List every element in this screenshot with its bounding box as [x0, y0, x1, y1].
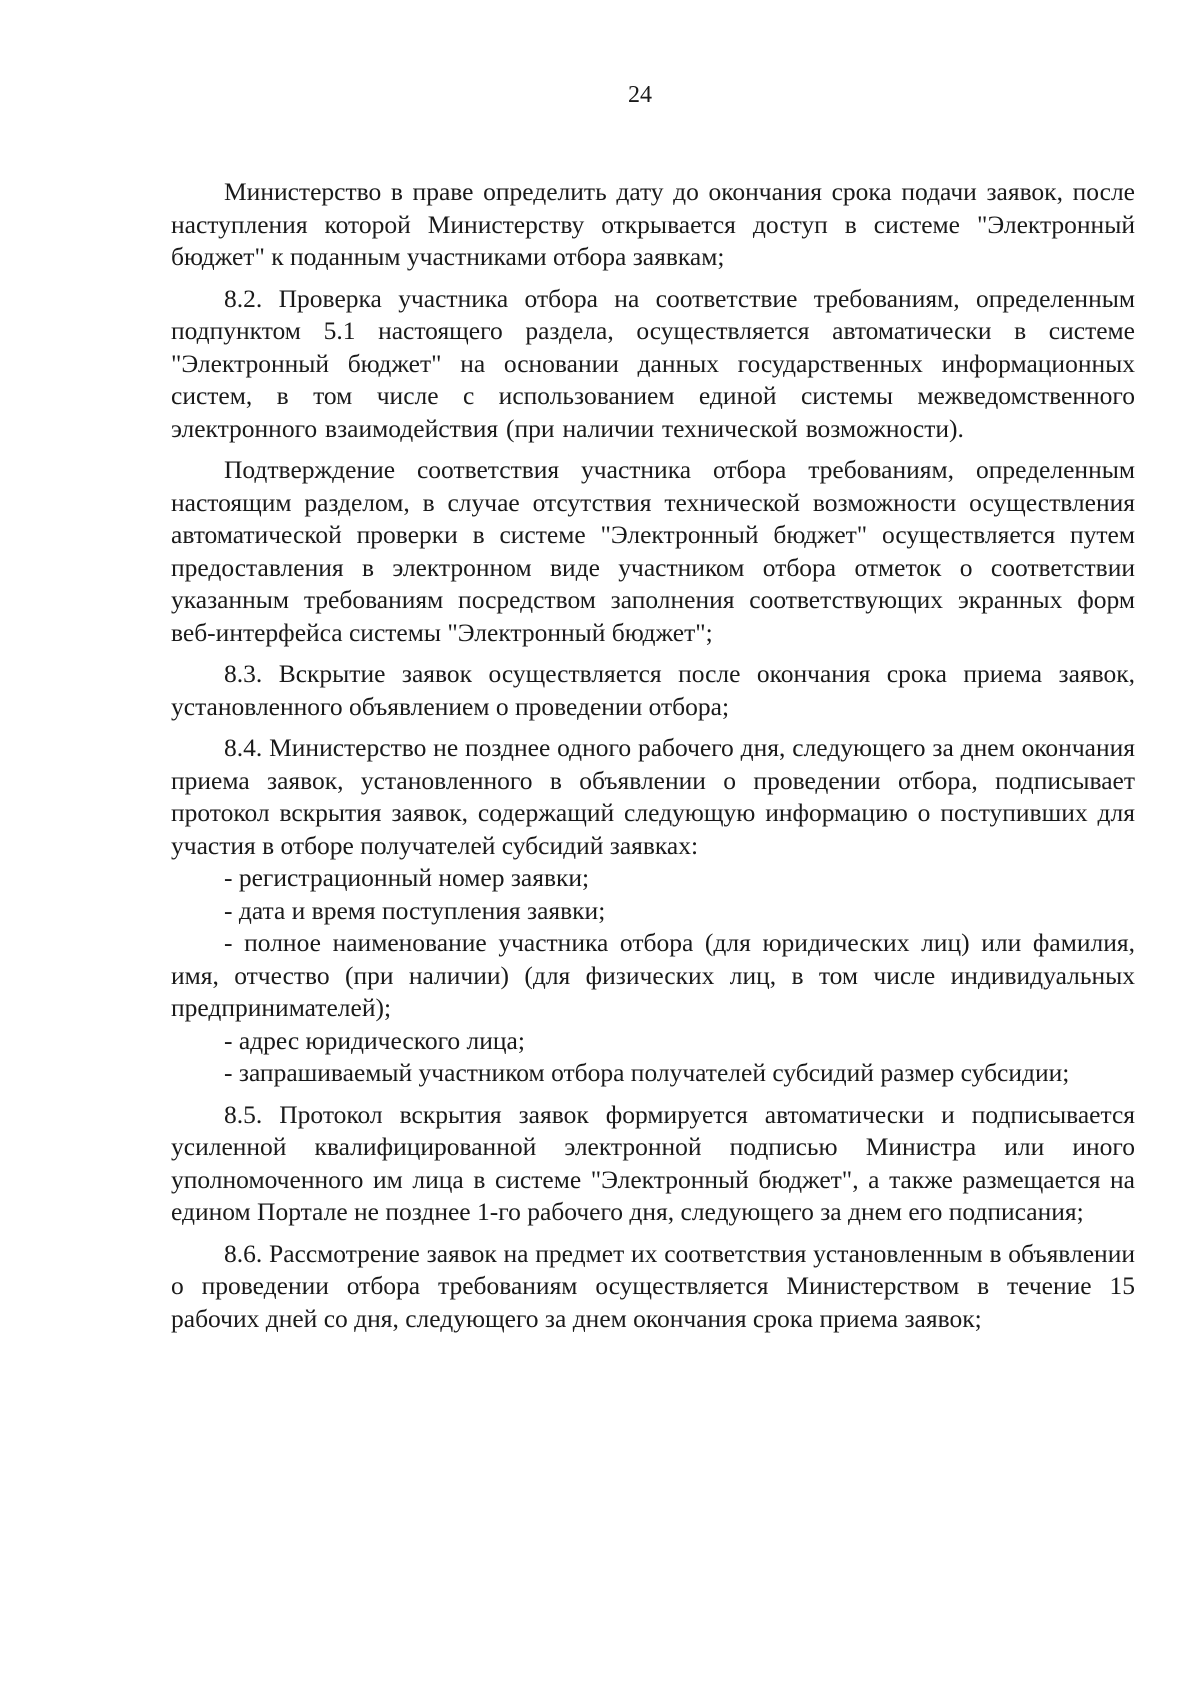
document-body: [171, 176, 1135, 1344]
list-item-date-time: - дата и время поступления заявки;: [224, 895, 606, 925]
list-item-subsidy-amount: - запрашиваемый участником отбора получателей субсидий размер субсидии;: [224, 1058, 1070, 1087]
paragraph-8-3: 8.3. Вскрытие заявок осуществляется после окончания срока приема заявок, установленного объявлением о проведении отбора;: [171, 659, 1135, 721]
list-item-registration-number: - регистрационный номер заявки;: [224, 863, 590, 892]
paragraph-8-2: 8.2. Проверка участника отбора на соответствие требованиям, определенным подпунктом 5.1 настоящего раздела, осуществляется автоматически в системе "Электронный бюджет" на основании данных государственных информационных систем, в том числе с использованием единой системы межведомственного электронного взаимодействия (при наличии технической возможности).: [171, 283, 1135, 443]
paragraph-access-date: Министерство в праве определить дату до окончания срока подачи заявок, после наступления которой Министерству открывается доступ в системе "Электронный бюджет" к поданным участниками отбора заявкам;: [171, 177, 1135, 271]
paragraph-8-4: 8.4. Министерство не позднее одного рабочего дня, следующего за днем окончания приема заявок, установленного в объявлении о проведении отбора, подписывает протокол вскрытия заявок, содержащий следующую информацию о поступивших для участия в отборе получателей субсидий заявках:: [171, 733, 1135, 860]
paragraph-8-6: 8.6. Рассмотрение заявок на предмет их соответствия установленным в объявлении о проведении отбора требованиям осуществляется Министерством в течение 15 рабочих дней со дня, следующего за днем окончания срока приема заявок;: [171, 1238, 1135, 1333]
list-item-legal-address: - адрес юридического лица;: [224, 1025, 525, 1055]
page-number: 24: [628, 82, 652, 108]
list-item-participant-name: - полное наименование участника отбора (для юридических лиц) или фамилия, имя, отчество (при наличии) (для физических лиц, в том числе индивидуальных предпринимателей);: [171, 928, 1135, 1022]
paragraph-8-5: 8.5. Протокол вскрытия заявок формируется автоматически и подписывается усиленной квалифицированной электронной подписью Министра или иного уполномоченного им лица в системе "Электронный бюджет", а также размещается на едином Портале не позднее 1-го рабочего дня, следующего за днем его подписания;: [171, 1099, 1135, 1226]
paragraph-confirmation: Подтверждение соответствия участника отбора требованиям, определенным настоящим разделом, в случае отсутствия технической возможности осуществления автоматической проверки в системе "Электронный бюджет" осуществляется путем предоставления в электронном виде участником отбора отметок о соответствии указанным требованиям посредством заполнения соответствующих экранных форм веб-интерфейса системы "Электронный бюджет";: [171, 455, 1135, 647]
